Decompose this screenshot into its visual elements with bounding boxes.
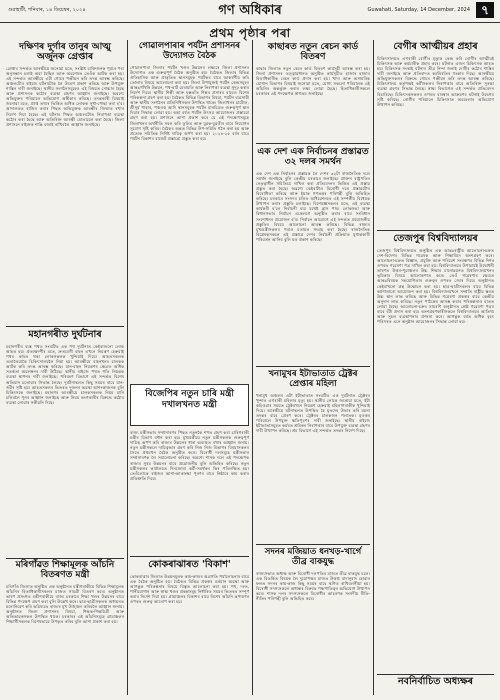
article-body: চিকিৎসালয়ত এগৰাকী ৰোগীৰ মৃত্যুক কেন্দ্ৰ কৰি ৰোগীৰ আত্মীয়ই চিকিৎসক আৰু কৰ্মচাৰীক প্ৰহাৰ কৰে। ঘটনাত এজন চিকিৎসক আহত হয়। চিকিৎসক সংস্থাই ঘটনাৰ তীব্ৰ নিন্দা জনাই দোষীৰ কঠোৰ শাস্তিৰ দাবী জনাইছে আৰু প্ৰতিবাদত কৰ্মবিৰতিৰ হুংকাৰ দিছে। আৰক্ষীয়ে অভিযুক্তসকলৰ বিৰুদ্ধে গোচৰ পঞ্জীয়ন কৰি তদন্ত আৰম্ভ কৰিছে। চিকিৎসালয় কৰ্তৃপক্ষই কৰ্মীসকলৰ নিৰাপত্তাৰ বাবে অতিৰিক্ত সুৰক্ষা ব্যৱস্থা গ্ৰহণৰ সিদ্ধান্ত লৈছে। স্বাস্থ্য বিভাগেও এই সন্দৰ্ভত প্ৰতিবেদন বিচাৰিছে। চিকিৎসকসকলৰ ওপৰত বাৰম্বাৰ আক্ৰমণৰ ঘটনাই উদ্বেগৰ সৃষ্টি কৰিছে। ৰোগীৰ পৰিয়ালে চিকিৎসাত অৱহেলাৰ অভিযোগ উত্থাপন কৰিছে। (377, 55, 494, 107)
article-new-speaker (377, 677, 494, 688)
article-body: গোৱালপাৰা জিলাৰ পৰ্যটন খণ্ডৰ উন্নয়নৰ লক্ষ্যৰে জিলা প্ৰশাসনৰ উদ্যোগত এক গুৰুত্বপূৰ্ণ বৈঠক অনুষ্ঠিত হয়। বৈঠকত জিলাৰ বিভিন্ন ঐতিহাসিক আৰু প্ৰাকৃতিক স্থানসমূহক পৰ্যটকৰ বাবে আকৰ্ষণীয় কৰি তোলাৰ বিষয়ে আলোচনা কৰা হয়। জিলা উপায়ুক্তই পৰ্যটন কেন্দ্ৰসমূহৰ আন্তঃগাঁথনি উন্নয়ন, পথ-ঘাট মেৰামতি আৰু নিৰাপত্তা ব্যৱস্থা সুদৃঢ় কৰাৰ নিৰ্দেশ দিয়ে। স্থানীয় শিল্পী আৰু হস্ততাঁত শিল্পৰ প্ৰসাৰৰ বাবেও বিশেষ পৰিকল্পনা গ্ৰহণ কৰা হয়। বৈঠকত বিভিন্ন বিভাগৰ বিষয়া, পৰ্যটন ব্যৱসায়ী আৰু স্থানীয় সংগঠনৰ প্ৰতিনিধিসকল উপস্থিত থাকে। জিলাখনৰ চাটোল, শ্ৰীসূৰ্য পাহাৰ, পঞ্চৰত্ন আদি স্থানসমূহক পৰ্যটন মানচিত্ৰত গুৰুত্বপূৰ্ণ স্থান দিয়াৰ সিদ্ধান্ত লোৱা হয়। অহা বৰ্ষত পৰ্যটন উৎসৱ আয়োজনৰ প্ৰস্তাৱো গ্ৰহণ কৰা হয়। প্ৰশাসনে আশা প্ৰকাশ কৰে যে এই পদক্ষেপসমূহে জিলাখনৰ অৰ্থনীতি সবল কৰি তুলিব আৰু যুৱক-যুৱতীৰ বাবে নিয়োগৰ সুযোগ সৃষ্টি কৰিব। বৈঠকৰ অন্তত বিভিন্ন উপ-সমিতি গঠন কৰা হয় আৰু প্ৰত্যেক সমিতিক নিৰ্দিষ্ট দায়িত্ব অৰ্পণ কৰা হয়। ২০২৪-২৫ বৰ্ষৰ বাবে পৰ্যটন বিকাশৰ বাজেট প্ৰস্তাৱো প্ৰস্তুত কৰা হয়। (130, 64, 249, 141)
masthead-date-assamese: গুৱাহাটী, শনিবাৰ, ১৪ ডিচেম্বৰ, ২০২৪ (8, 7, 86, 13)
masthead (0, 0, 500, 23)
masthead-date-english: Guwahati, Saturday, 14 December, 2024 (367, 7, 470, 13)
article-patient-relative (377, 42, 494, 226)
article-kokrajhar (130, 560, 249, 689)
article-body: কাছাৰ জিলাত নতুন ৰেচন কাৰ্ড বিতৰণ কাৰ্যসূচী আৰম্ভ কৰা হয়। জিলা প্ৰশাসনৰ তত্ত্বাৱধানত অনুষ্ঠিত কাৰ্যসূচীত হাজাৰ হাজাৰ হিতাধিকাৰীক ৰেচন কাৰ্ড প্ৰদান কৰা হয়। খাদ্য আৰু অসামৰিক যোগান বিভাগৰ বিষয়াই জনোৱা মতে, যোগ্য সকলো পৰিয়ালক এই আঁচনিৰ অন্তৰ্ভুক্ত কৰাৰ লক্ষ্য লোৱা হৈছে। হিতাধিকাৰীসকলে চৰকাৰৰ এই পদক্ষেপক স্বাগতম জনাইছে। (256, 65, 370, 97)
article-goalpara (130, 42, 249, 385)
article-body: মহানগৰীৰ ব্যস্ত পথত সংঘটিত এক পথ দুৰ্ঘটনাত কেইবাজনো লোক আহত হয়। প্ৰত্যক্ষদৰ্শীৰ মতে, দ্ৰুতবেগী বাহন এখনে নিয়ন্ত্ৰণ হেৰুৱাই পথৰ কাষত থকা লোকসকলক খুন্দিয়াই দিয়ে। আহতসকলক ততাতৈয়াকৈ চিকিৎসালয়লৈ নিয়া হয়। আৰক্ষীয়ে বাহনখনৰ চালকক আটক কৰি তদন্ত আৰম্ভ কৰিছে। যান-বাহন নিয়ন্ত্ৰণৰ ক্ষেত্ৰত অধিক সতৰ্কতা অৱলম্বনৰ দাবী উঠিছে। স্থানীয় ৰাইজে পথত গতি নিয়ন্ত্ৰক ব্যৱস্থা স্থাপনৰ দাবী জনাইছে। পৰিবহণ বিভাগে এই সন্দৰ্ভত বিশেষ অভিযান চলোৱাৰ সিদ্ধান্ত লৈছে। দুৰ্ঘটনাস্থলত কিছু সময়ৰ বাবে যান-জঁটৰ সৃষ্টি হয়। আহতসকলৰ ভিতৰত দুজনৰ অৱস্থা আশংকাজনক বুলি চিকিৎসকে জনাইছে। মহানগৰ আৰক্ষীয়ে চালকসকলক নিয়ম মানি চলিবলৈ পুনৰ আহ্বান জনাইছে আৰু নিয়ম ভংগকাৰীৰ বিৰুদ্ধে কঠোৰ ব্যৱস্থা লোৱাৰ সকীয়নি দিছে। (6, 343, 124, 405)
article-headline: নবনিৰ্বাচিত অধ্যক্ষৰ (397, 676, 474, 687)
article-durga (6, 42, 124, 304)
article-divider (377, 230, 494, 231)
article-headline: কোকৰাঝাৰত 'বিকাশ' (148, 559, 231, 570)
article-divider (377, 674, 494, 675)
article-headline: গোৱালপাৰাৰ পৰ্যটন প্ৰশাসনৰ উদ্যোগত বৈঠক (138, 41, 241, 61)
article-headline: খনামুখৰ ইটাভাতাত ট্ৰেক্টৰ প্ৰেপ্তাৰ মহিলা (268, 369, 358, 389)
article-divider (130, 556, 249, 557)
article-headline: মহানগৰীত দুৰ্ঘটনাৰ (28, 329, 102, 340)
article-tezpur-university (377, 234, 494, 678)
article-body: কোকৰাঝাৰ জিলাত উন্নয়নমূলক কাম-কাজৰ অগ্ৰগতি পৰ্যালোচনাৰ বাবে এক বৈঠক অনুষ্ঠিত হয়। বৈঠকত বিভিন্ন প্ৰকল্পৰ বৰ্তমান অৱস্থা আৰু আগন্তুক পৰিকল্পনাৰ বিষয়ে বিস্তৃত আলোচনা কৰা হয়। পথ, দলং, পানীযোগান আৰু স্বাস্থ্য খণ্ডৰ প্ৰকল্পসমূহ নিৰ্ধাৰিত সময়ৰ ভিতৰত সম্পূৰ্ণ কৰাৰ নিৰ্দেশ দিয়া হয়। গ্ৰামাঞ্চলৰ বিকাশৰ বাবে বিশেষ আঁচনি ৰূপায়ণৰ ওপৰত গুৰুত্ব আৰোপ কৰা হয়। (130, 573, 249, 605)
article-city-accident (6, 330, 124, 552)
article-headline: দক্ষিণৰ দুৰ্গাৰ তানুৰ আত্মু অৰ্জুনক গ্ৰেপ্তাৰ (19, 42, 111, 63)
newspaper-logo (200, 0, 300, 22)
article-headline: তেজপুৰ বিশ্ববিদ্যালয়ৰ (393, 233, 478, 244)
article-body: তেজপুৰ বিশ্ববিদ্যালয়ত অনুষ্ঠিত এক আন্তঃৰাষ্ট্ৰীয় আলোচনা-চক্ৰত দেশ-বিদেশৰ বিভিন্ন গৱেষক আৰু শিক্ষাবিদে অংশগ্ৰহণ কৰে। আলোচনা-চক্ৰত বিজ্ঞান, প্ৰযুক্তি আৰু পৰিৱেশ সংৰক্ষণৰ বিভিন্ন দিশৰ ওপৰত গৱেষণা পত্ৰ দাখিল কৰা হয়। বিশ্ববিদ্যালয়ৰ উপাচাৰ্যই উদ্বোধনী ভাষণত উত্তৰ-পূৱাঞ্চলৰ উচ্চ শিক্ষাৰ মানোন্নয়নত বিশ্ববিদ্যালয়খনৰ ভূমিকাৰ বিষয়ে আলোকপাত কৰে। তেওঁ গৱেষণাৰ ক্ষেত্ৰত আন্তঃবিষয়ক সহযোগিতাৰ গুৰুত্বৰ ওপৰত জোৰ দিয়ে। অনুষ্ঠানত কেইবাখনো গ্ৰন্থ উন্মোচন কৰা হয়। ছাত্ৰ-ছাত্ৰীসকলৰ বাবে বিভিন্ন কৰ্মশালাৰো আয়োজন কৰা হয়। বিশ্ববিদ্যালয়খনে সম্প্ৰতি ৰাষ্ট্ৰীয় স্তৰত উচ্চ স্থান লাভ কৰিছে আৰু বিভিন্ন গৱেষণা প্ৰকল্পৰ বাবে কেন্দ্ৰীয় অনুদান লাভ কৰিছে। নতুন পাঠ্যক্ৰম আৰম্ভ কৰাৰ পৰিকল্পনাও হাতত লোৱা হৈছে। আলোচনা-চক্ৰৰ সামৰণি অনুষ্ঠানত শ্ৰেষ্ঠ গৱেষণা পত্ৰৰ বাবে বঁটা প্ৰদান কৰা হয়। অংশগ্ৰহণকাৰীসকলে বিশ্ববিদ্যালয়ৰ আতিথ্য আৰু সুচল ব্যৱস্থাপনাৰ প্ৰশংসা কৰে। আগন্তুক বৰ্ষত অধিক বৃহৎ পৰিসৰত এনে অনুষ্ঠান আয়োজনৰ সিদ্ধান্ত লোৱা হয়। (377, 247, 494, 325)
article-headline: সদনৰ মজিয়াত ধনখড়-খাৰ্গে তীব্ৰ বাকযুদ্ধ (264, 547, 362, 567)
article-cachar-ration (256, 42, 370, 141)
column-rule (252, 40, 253, 695)
article-bjp-ministers (130, 430, 249, 552)
article-body: ৰাজ্য মন্ত্ৰীসভাৰ সম্প্ৰসাৰণৰ পিছত নতুনকৈ শপত গ্ৰহণ কৰা চাৰিগৰাকী মন্ত্ৰীৰ বিভাগ বন্টন কৰা হয়। মুখ্যমন্ত্ৰীয়ে নতুন মন্ত্ৰীসকলক গুৰুত্বপূৰ্ণ দায়িত্ব অৰ্পণ কৰি ৰাজ্যৰ উন্নয়নৰ ধাৰা অব্যাহত ৰখাৰ আহ্বান জনায়। নতুন মন্ত্ৰীসকলে দায়িত্বভাৰ গ্ৰহণ কৰি নিজ নিজ বিভাগৰ বিষয়াসকলৰ সৈতে প্ৰথমখন বৈঠক অনুষ্ঠিত কৰে। বিৰোধী দলসমূহে মন্ত্ৰীসভাৰ সম্প্ৰসাৰণক লৈ সমালোচনা কৰিছে। অৱশ্যে শাসক দলে এই পদক্ষেপক ৰাজ্যৰ সুষম উন্নয়নৰ বাবে প্ৰয়োজনীয় বুলি অভিহিত কৰিছে। নতুন মন্ত্ৰীসকলৰ কাৰ্যালয়ত দিনজোৰা কৰ্মী-সমৰ্থকৰ ভিৰ পৰিলক্ষিত হয়। তেওঁলোকে ৰাইজৰ আশা-আকাংক্ষা পূৰণৰ বাবে নিষ্ঠাৰে কাম কৰাৰ প্ৰতিশ্ৰুতি দিয়ে। (130, 430, 249, 481)
article-divider (256, 544, 370, 545)
article-divider (6, 558, 124, 559)
article-headline-box (130, 384, 249, 426)
column-rule (373, 40, 374, 695)
article-divider (256, 366, 370, 367)
article-body: গ্ৰেপ্তাৰ সন্দৰ্ভত আৰক্ষীয়ে জনোৱা মতে, সংশ্লিষ্ট ব্যক্তিজনক পূৰ্বৰে পৰা অনুসন্ধান চলাই অহা হৈছিল আৰু অৱশেষত তেওঁক আটক কৰা হয়। এই সন্দৰ্ভত আৰক্ষীয়ে এটা গোচৰ পঞ্জীয়ন কৰি তদন্ত আৰম্ভ কৰিছে। অঞ্চলটোৰ ৰাইজে ঘটনাটোক লৈ উদ্বেগ প্ৰকাশ কৰিছে আৰু উপযুক্ত শাস্তিৰ দাবী জনাইছে। স্থানীয় সংগঠনসমূহেও এই বিষয়ত সোচ্চাৰ হৈছে আৰু প্ৰশাসনক কঠোৰ ব্যৱস্থা গ্ৰহণৰ আহ্বান জনাইছে। অৱশ্যে অভিযুক্তৰ পৰিয়ালে অভিযোগ অস্বীকাৰ কৰিছে। তদন্তকাৰী বিষয়াই জনোৱা মতে, প্ৰাপ্ত তথ্যৰ ভিত্তিত অধিক লোকক সুধা-পোছা কৰা হ'ব। আদালতত হাজিৰ কৰাৰ পিছত অভিযুক্তক আৰক্ষীৰ জিম্মাত ৰখাৰ নিৰ্দেশ দিয়া হৈছে। এই ঘটনাৰ পিছত অঞ্চলটোত নিৰাপত্তা ব্যৱস্থা কঠোৰ কৰা হৈছে আৰু অতিৰিক্ত আৰক্ষী মোতায়েন কৰা হৈছে। জিলা প্ৰশাসনে ৰাইজক শান্তি বজাই ৰাখিবলৈ আহ্বান জনাইছে। (6, 65, 124, 127)
article-body: এক দেশ এক নিৰ্বাচনৰ প্ৰস্তাৱক লৈ দেশৰ ৩২টা ৰাজনৈতিক দলে সমৰ্থন জনাইছে বুলি কেন্দ্ৰীয় চৰকাৰে জনাইছে। প্ৰাক্তন ৰাষ্ট্ৰপতিৰ নেতৃত্বাধীন সমিতিয়ে দাখিল কৰা প্ৰতিবেদনৰ ভিত্তিত এই প্ৰস্তাৱ প্ৰস্তুত কৰা হৈছে। অৱশ্যে কেইবাটাও বিৰোধী দলে প্ৰস্তাৱটোৰ বিৰোধিতা কৰিছে আৰু ইয়াক গণতন্ত্ৰৰ পৰিপন্থী বুলি অভিহিত কৰিছে। চৰকাৰে সংসদৰ চলিত অধিৱেশনতে এই সম্পৰ্কীয় বিধেয়ক উত্থাপন কৰাৰ প্ৰস্তুতি চলাইছে। বিশেষজ্ঞসকলৰ মতে, এই ব্যৱস্থা কাৰ্যকৰী হ'লে নিৰ্বাচনী ব্যয় যথেষ্ট হ্ৰাস পাব। লোকসভা আৰু বিধানসভাৰ নিৰ্বাচন একেলগে অনুষ্ঠিত কৰাৰ বাবে সংবিধান সংশোধনৰ প্ৰয়োজন হ'ব। নিৰ্বাচন আয়োগে এই সন্দৰ্ভত প্ৰয়োজনীয় প্ৰস্তুতিৰ বিষয়ে আলোচনা আৰম্ভ কৰিছে। বিভিন্ন ৰাজ্যৰ মুখ্যমন্ত্ৰীসকলৰ পৰাও মতামত সংগ্ৰহ কৰা হৈছে। ৰাজনৈতিক বিশ্লেষকসকলে এই প্ৰস্তাৱে দেশৰ নিৰ্বাচনী প্ৰক্ৰিয়াত যুগান্তকাৰী পৰিৱৰ্তন আনিব বুলি মত প্ৰকাশ কৰিছে। (256, 170, 370, 242)
article-divider (6, 326, 124, 327)
logo-text: গণ অধিকাৰ (218, 3, 282, 18)
article-morigaon (6, 560, 124, 696)
article-body: মৰিগাঁও জিলাত অনুষ্ঠিত এক অনুষ্ঠানত মন্ত্ৰীগৰাকীয়ে বিভিন্ন শিক্ষামূলক আঁচনিৰ হিতাধিকাৰীসকলৰ মাজত সামগ্ৰী বিতৰণ কৰে। অনুষ্ঠানত ভাষণ প্ৰসংগত মন্ত্ৰীগৰাকীয়ে ৰাজ্য চৰকাৰে শিক্ষা খণ্ডৰ উন্নয়নৰ বাবে বিভিন্ন পদক্ষেপ গ্ৰহণ কৰা বুলি উল্লেখ কৰে। ছাত্ৰ-ছাত্ৰীসকলক অধ্যয়নত মনোনিৱেশ কৰি ভৱিষ্যতে ৰাজ্যৰ মুখ উজ্জ্বল কৰিবলৈ আহ্বান জনায়। অনুষ্ঠানত জিলা প্ৰশাসনৰ বিষয়া, শিক্ষক-শিক্ষয়িত্ৰী আৰু অভিভাৱকসকল উপস্থিত থাকে। চৰকাৰৰ এই আঁচনিসমূহে গ্ৰামাঞ্চলৰ শিক্ষাৰ্থীসকলক বিশেষভাৱে উপকৃত কৰিব বুলি আশা প্ৰকাশ কৰা হয়। (6, 583, 124, 625)
article-body: ৰাজ্যসভাত অধ্যক্ষ আৰু বিৰোধী দলপতিৰ মাজত তীব্ৰ বাকযুদ্ধ চলে। এক বিতৰ্কিত বিষয়ক লৈ দুয়োপক্ষৰ মাজত উত্তপ্ত বাদানুবাদ হোৱাৰ ফলত সদনৰ কাম-কাজ কিছু সময়ৰ বাবে স্থগিত ৰাখিবলগীয়া হয়। বিৰোধী সদস্যসকলে অধ্যক্ষৰ বিৰুদ্ধে পক্ষপাতিত্বৰ অভিযোগ উত্থাপন কৰে। শাসক দলৰ সদস্যসকলে বিৰোধীৰ আচৰণক সংসদীয় ৰীতি-নীতিৰ পৰিপন্থী বুলি অভিহিত কৰে। (256, 570, 370, 601)
article-one-nation (256, 147, 370, 361)
article-headline: এক দেশ এক নিৰ্বাচনৰ প্ৰস্তাৱত ৩২ দলৰ সমৰ্থন (257, 147, 369, 168)
article-headline: কাছাৰত নতুন ৰেচন কাৰ্ড বিতৰণ (267, 42, 359, 63)
article-headline: বিজেপিৰ নতুন চাৰি মন্ত্ৰী দখালখনত মন্ত্ৰী (145, 389, 234, 411)
article-divider (256, 143, 370, 144)
section-title: প্ৰথম পৃষ্ঠাৰ পৰা (209, 26, 291, 40)
article-body: খনামুখ অঞ্চলৰ এটা ইটাভাতাত সংঘটিত এক দুৰ্ঘটনাত ট্ৰেক্টৰৰ খুন্দাত এগৰাকী মহিলাৰ মৃত্যু হয়। স্থানীয় লোকে জনোৱা মতে, ইটা কঢ়িওৱাৰ সময়ত ট্ৰেক্টৰখনে নিয়ন্ত্ৰণ হেৰুৱাই মহিলাগৰাকীক খুন্দিয়াই দিয়ে। আৰক্ষীয়ে ঘটনাস্থলত উপস্থিত হৈ মৃতদেহ উদ্ধাৰ কৰি ময়না তদন্তৰ বাবে প্ৰেৰণ কৰে। ট্ৰেক্টৰৰ চালকজন পলাতক। মৃতকৰ পৰিয়ালে উপযুক্ত ক্ষতিপূৰণৰ দাবী জনাইছে। স্থানীয় ৰাইজে ইটাভাতাসমূহত কৰ্মৰত শ্ৰমিকৰ নিৰাপত্তাৰ বাবে উপযুক্ত ব্যৱস্থা গ্ৰহণৰ দাবী উত্থাপন কৰিছে। শ্ৰম বিভাগে এই সন্দৰ্ভত তদন্তৰ নিৰ্দেশ দিছে। (256, 392, 370, 434)
article-khanamukh (256, 370, 370, 538)
article-dhankhar-kharge (256, 548, 370, 683)
article-headline: বেগীৰ আত্মীয়ৰ প্ৰহাৰ (393, 41, 478, 52)
article-headline: মৰিগাঁৱত শিক্ষামূলক আঁচনি বিতৰণত মন্ত্ৰী (15, 560, 115, 581)
page-number: ৭ (476, 2, 494, 18)
column-rule (127, 40, 128, 695)
